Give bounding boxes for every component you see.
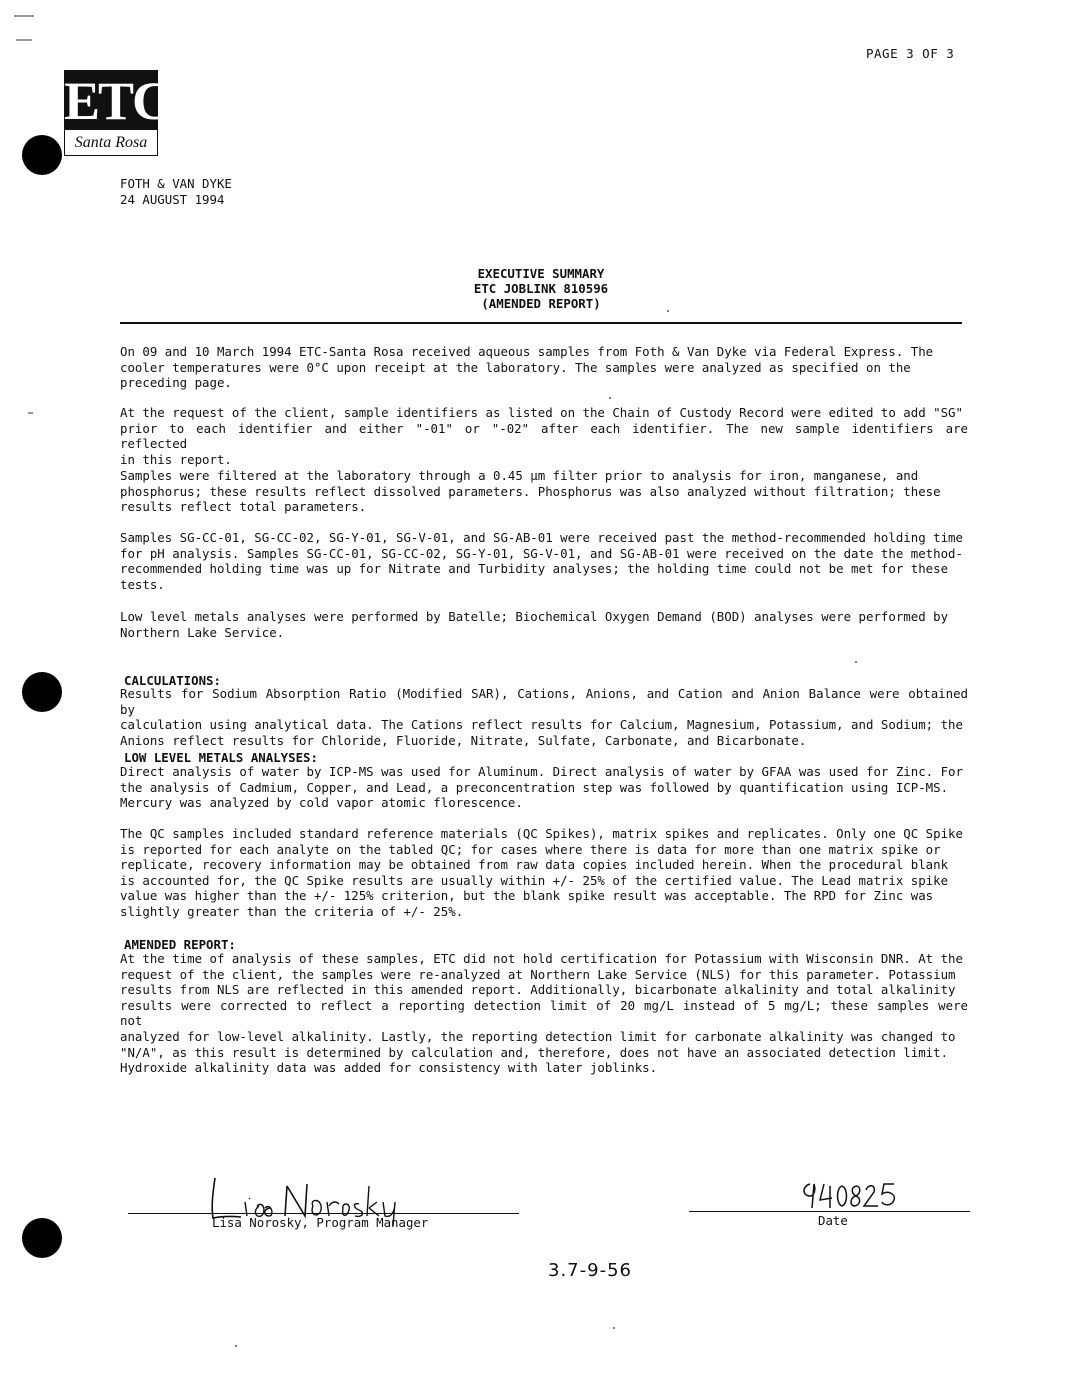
text-line: The QC samples included standard reference materials (QC Spikes), matrix spikes and replicates. Only one QC Spike <box>120 826 963 841</box>
text-line: Samples were filtered at the laboratory through a 0.45 µm filter prior to analysis for iron, manganese, and <box>120 468 919 483</box>
paragraph-identifiers <box>120 405 968 467</box>
text-line: Results for Sodium Absorption Ratio (Modified SAR), Cations, Anions, and Cation and Anion Balance were obtained by <box>120 686 968 717</box>
text-line: slightly greater than the criteria of +/- 25%. <box>120 903 464 919</box>
text-line: analyzed for low-level alkalinity. Lastly, the reporting detection limit for carbonate alkalinity was changed to <box>120 1028 956 1044</box>
page-number: PAGE 3 OF 3 <box>866 46 955 61</box>
title-line-2: ETC JOBLINK 810596 <box>473 281 609 296</box>
text-line: cooler temperatures were 0°C upon receipt at the laboratory. The samples were analyzed as specified on the <box>120 359 911 375</box>
text-line: Anions reflect results for Chloride, Fluoride, Nitrate, Sulfate, Carbonate, and Bicarbonate. <box>120 732 807 748</box>
client-name: FOTH & VAN DYKE <box>120 176 232 191</box>
title-line-1: EXECUTIVE SUMMARY <box>477 266 605 281</box>
text-line: preceding page. <box>120 375 232 391</box>
report-date: 24 AUGUST 1994 <box>120 191 225 207</box>
paragraph-receipt <box>120 344 968 391</box>
text-line: tests. <box>120 576 165 592</box>
handwritten-date <box>800 1176 900 1216</box>
text-line: results reflect total parameters. <box>120 499 367 515</box>
paragraph-holding-time <box>120 530 968 592</box>
text-line: recommended holding time was up for Nitrate and Turbidity analyses; the holding time could not be met for these <box>120 561 949 577</box>
amended-report-text <box>120 951 968 1076</box>
text-line: is reported for each analyte on the tabled QC; for cases where there is data for more than one matrix spike or <box>120 841 941 857</box>
text-line: calculation using analytical data. The Cations reflect results for Calcium, Magnesium, Potassium, and Sodium; the <box>120 717 963 733</box>
text-line: value was higher than the +/- 125% criterion, but the blank spike result was acceptable. The RPD for Zinc was <box>120 888 934 904</box>
text-line: Northern Lake Service. <box>120 624 285 640</box>
logo-subtitle: Santa Rosa <box>64 130 158 156</box>
signature-line <box>128 1213 519 1214</box>
text-line: in this report. <box>120 451 232 467</box>
title-line-3: (AMENDED REPORT) <box>481 296 601 311</box>
text-line: is accounted for, the QC Spike results are usually within +/- 25% of the certified value. The Lead matrix spike <box>120 872 949 888</box>
text-line: Mercury was analyzed by cold vapor atomic florescence. <box>120 795 523 811</box>
text-line: At the request of the client, sample identifiers as listed on the Chain of Custody Record were edited to add "SG" <box>120 405 963 420</box>
qc-paragraph <box>120 826 968 920</box>
date-line <box>689 1211 970 1212</box>
text-line: prior to each identifier and either "-01" or "-02" after each identifier. The new sample identifiers are reflected <box>120 420 968 452</box>
title-rule <box>120 322 962 324</box>
text-line: Low level metals analyses were performed by Batelle; Biochemical Oxygen Demand (BOD) analyses were performed by <box>120 609 949 624</box>
text-line: request of the client, the samples were re-analyzed at Northern Lake Service (NLS) for this parameter. Potassium <box>120 966 956 982</box>
text-line: Hydroxide alkalinity data was added for consistency with later joblinks. <box>120 1060 658 1076</box>
logo-mark: ETC <box>64 71 170 131</box>
text-line: replicate, recovery information may be obtained from raw data copies included herein. When the procedural blank <box>120 857 949 873</box>
signatory-label: Lisa Norosky, Program Manager <box>212 1215 429 1230</box>
date-label: Date <box>818 1213 848 1228</box>
text-line: "N/A", as this result is determined by calculation and, therefore, does not have an associated detection limit. <box>120 1044 949 1060</box>
paragraph-filtration <box>120 468 968 515</box>
client-block <box>120 176 232 207</box>
text-line: results were corrected to reflect a reporting detection limit of 20 mg/L instead of 5 mg/L; these samples were not <box>120 997 968 1029</box>
paragraph-subcontract <box>120 609 968 640</box>
text-line: the analysis of Cadmium, Copper, and Lead, a preconcentration step was followed by quantification using ICP-MS. <box>120 779 949 795</box>
document-id: 3.7-9-56 <box>548 1260 632 1281</box>
calculations-heading: CALCULATIONS: <box>124 673 221 688</box>
low-level-metals-heading: LOW LEVEL METALS ANALYSES: <box>124 750 318 765</box>
calculations-text <box>120 686 968 748</box>
text-line: At the time of analysis of these samples, ETC did not hold certification for Potassium with Wisconsin DNR. At the <box>120 951 963 966</box>
text-line: On 09 and 10 March 1994 ETC-Santa Rosa received aqueous samples from Foth & Van Dyke via Federal Express. The <box>120 344 934 359</box>
text-line: Direct analysis of water by ICP-MS was used for Aluminum. Direct analysis of water by GFAA was used for Zinc. For <box>120 764 963 779</box>
amended-report-heading: AMENDED REPORT: <box>124 937 236 952</box>
low-level-metals-text <box>120 764 968 811</box>
text-line: phosphorus; these results reflect dissolved parameters. Phosphorus was also analyzed without filtration; these <box>120 483 941 499</box>
text-line: results from NLS are reflected in this amended report. Additionally, bicarbonate alkalinity and total alkalinity <box>120 982 956 998</box>
text-line: for pH analysis. Samples SG-CC-01, SG-CC-02, SG-Y-01, SG-V-01, and SG-AB-01 were received on the date the method- <box>120 545 963 561</box>
text-line: Samples SG-CC-01, SG-CC-02, SG-Y-01, SG-V-01, and SG-AB-01 were received past the method-recommended holding time <box>120 530 963 545</box>
